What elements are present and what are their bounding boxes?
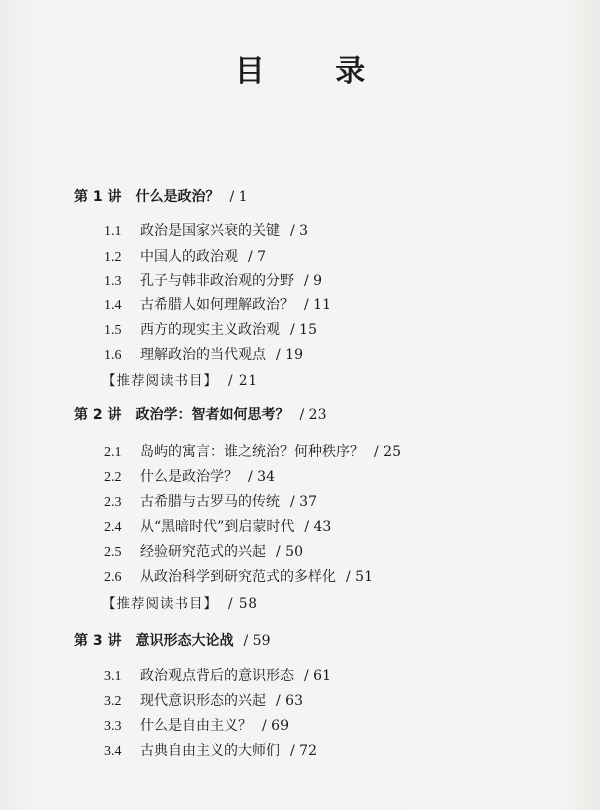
recommended-reading[interactable] [102, 592, 258, 612]
reading-label: 【推荐阅读书目】 [102, 596, 218, 612]
toc-entry[interactable] [104, 491, 317, 511]
section-title: 政治观点背后的意识形态 [140, 668, 294, 684]
section-title: 岛屿的寓言：谁之统治？何种秩序？ [140, 444, 364, 460]
page-number: / 58 [228, 596, 259, 612]
toc-entry[interactable] [104, 665, 331, 685]
toc-entry[interactable] [104, 246, 266, 266]
section-number: 1.2 [104, 250, 122, 265]
page-number: / 9 [304, 273, 323, 289]
page-number: / 23 [299, 407, 327, 423]
section-title: 理解政治的当代观点 [140, 347, 266, 363]
section-number: 2.4 [104, 520, 122, 535]
page-number: / 59 [243, 633, 271, 649]
chapter-title: 第 3 讲 意识形态大论战 [74, 633, 234, 649]
toc-entry[interactable] [104, 441, 401, 461]
chapter-heading[interactable] [74, 404, 326, 424]
section-number: 1.6 [104, 348, 122, 363]
toc-entry[interactable] [104, 344, 303, 364]
page-number: / 61 [304, 668, 331, 684]
page-number: / 11 [304, 297, 331, 313]
toc-entry[interactable] [104, 715, 289, 735]
page-number: / 21 [228, 373, 259, 389]
page-number: / 7 [248, 249, 267, 265]
section-title: 古希腊人如何理解政治？ [140, 297, 294, 313]
chapter-heading[interactable] [74, 630, 270, 650]
section-title: 古希腊与古罗马的传统 [140, 494, 280, 510]
section-title: 从“黑暗时代”到启蒙时代 [140, 519, 295, 535]
toc-entry[interactable] [104, 466, 275, 486]
page-number: / 43 [304, 519, 332, 535]
page-number: / 3 [290, 223, 309, 239]
page-number: / 69 [262, 718, 289, 734]
recommended-reading[interactable] [102, 369, 258, 389]
section-number: 3.4 [104, 744, 122, 759]
section-title: 中国人的政治观 [140, 249, 238, 265]
toc-entry[interactable] [104, 516, 331, 536]
chapter-title: 第 1 讲 什么是政治？ [74, 189, 220, 205]
page-number: / 1 [229, 189, 248, 205]
toc-entry[interactable] [104, 541, 303, 561]
page-number: / 25 [374, 444, 401, 460]
reading-label: 【推荐阅读书目】 [102, 373, 218, 389]
page-number: / 51 [346, 569, 373, 585]
section-number: 2.1 [104, 445, 122, 460]
toc-entry[interactable] [104, 740, 317, 760]
page-title: 目 录 [234, 54, 396, 89]
chapter-heading[interactable] [74, 186, 248, 206]
section-number: 3.2 [104, 694, 122, 709]
page-number: / 19 [276, 347, 303, 363]
section-title: 从政治科学到研究范式的多样化 [140, 569, 336, 585]
toc-entry[interactable] [104, 319, 317, 339]
section-title: 经验研究范式的兴起 [140, 544, 266, 560]
section-number: 1.1 [104, 224, 122, 239]
section-number: 2.2 [104, 470, 122, 485]
page-number: / 50 [276, 544, 303, 560]
section-number: 1.3 [104, 274, 122, 289]
section-title: 孔子与韩非政治观的分野 [140, 273, 294, 289]
page-number: / 37 [290, 494, 317, 510]
page-number: / 72 [290, 743, 317, 759]
chapter-title: 第 2 讲 政治学：智者如何思考？ [74, 407, 290, 423]
section-number: 1.4 [104, 298, 122, 313]
section-number: 3.1 [104, 669, 122, 684]
section-title: 西方的现实主义政治观 [140, 322, 280, 338]
toc-entry[interactable] [104, 566, 373, 586]
section-number: 3.3 [104, 719, 122, 734]
page-number: / 15 [290, 322, 317, 338]
toc-entry[interactable] [104, 690, 303, 710]
section-number: 2.6 [104, 570, 122, 585]
section-title: 现代意识形态的兴起 [140, 693, 266, 709]
toc-entry[interactable] [104, 220, 308, 240]
page-number: / 63 [276, 693, 303, 709]
section-title: 古典自由主义的大师们 [140, 743, 280, 759]
toc-entry[interactable] [104, 270, 322, 290]
section-title: 什么是政治学？ [140, 469, 238, 485]
section-number: 1.5 [104, 323, 122, 338]
toc-entry[interactable] [104, 294, 331, 314]
page-number: / 34 [248, 469, 275, 485]
section-number: 2.5 [104, 545, 122, 560]
section-title: 什么是自由主义？ [140, 718, 252, 734]
section-number: 2.3 [104, 495, 122, 510]
section-title: 政治是国家兴衰的关键 [140, 223, 280, 239]
